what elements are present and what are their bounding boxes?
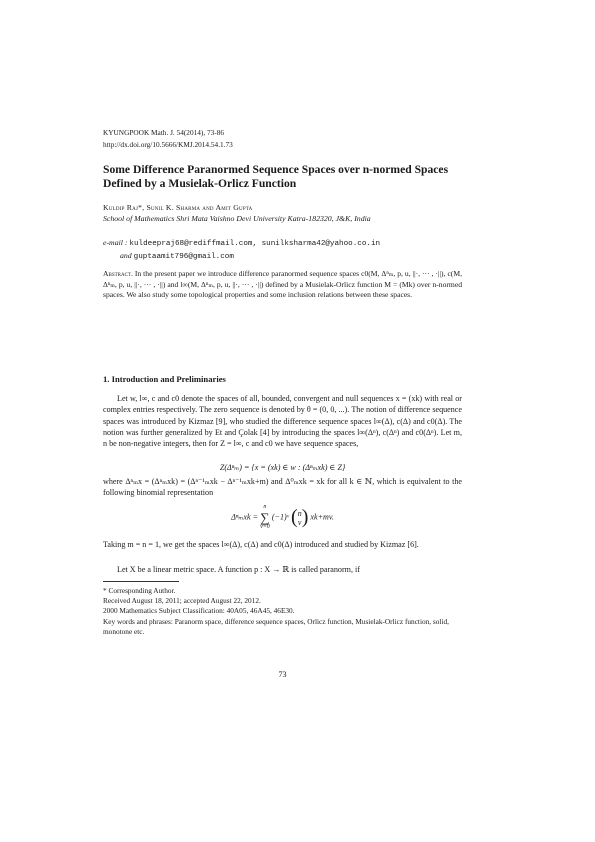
author-list: Kuldip Raj*, Sunil K. Sharma and Amit Gupta bbox=[103, 203, 253, 212]
doi-link[interactable]: http://dx.doi.org/10.5666/KMJ.2014.54.1.73 bbox=[103, 140, 233, 149]
intro-paragraph-2: where Δⁿₘx = (Δⁿₘxk) = (Δⁿ⁻¹ₘxk − Δⁿ⁻¹ₘxk+m) and Δ⁰ₘxk = xk for all k ∈ ℕ, which is equivalent to the following binomial representation bbox=[103, 477, 462, 498]
email-label: e-mail : bbox=[103, 238, 128, 247]
binom-top: n bbox=[297, 508, 302, 518]
email-line-2[interactable]: guptaamit796@gmail.com bbox=[133, 253, 234, 261]
sigma-icon: ∑ bbox=[260, 510, 270, 525]
journal-header bbox=[103, 127, 462, 151]
equation-2 bbox=[103, 504, 462, 531]
footnotes bbox=[103, 586, 462, 637]
email-block bbox=[103, 237, 462, 263]
journal-citation: KYUNGPOOK Math. J. 54(2014), 73-86 bbox=[103, 128, 225, 137]
footnote-received: Received August 18, 2011; accepted August 22, 2012. bbox=[103, 596, 261, 606]
sum-lower: v=0 bbox=[260, 524, 270, 530]
abstract-label: Abstract. bbox=[103, 269, 133, 278]
email-and: and bbox=[120, 251, 132, 260]
abstract-text: In the present paper we introduce difference paranormed sequence spaces c0(M, Δⁿₘ, p, u, ||·, ··· , ·||), c(M, Δⁿₘ, p, u, ||·, ··· , ·||) and l∞(M, Δⁿₘ, p, u, ||·, ··· , ·||) defined by a Musielak-Orlicz function M = (Mk) over n-normed spaces. We also study some topological properties and some inclusion relations between these spaces. bbox=[103, 269, 462, 300]
intro-paragraph-1-text: Let w, l∞, c and c0 denote the spaces of all, bounded, convergent and null sequences x = (xk) with real or complex entries respectively. The zero sequence is denoted by θ = (0, 0, ...). The notion of difference sequence spaces was introduced by Kizmaz [9], who studied the difference sequence spaces l∞(Δ), c(Δ) and c0(Δ). The notion was further generalized by Et and Çolak [4] by introducing the spaces l∞(Δⁿ), c(Δⁿ) and c0(Δⁿ). Let m, n be non-negative integers, then for Z = l∞, c and c0 we have sequence spaces, bbox=[103, 394, 462, 449]
equation-2-lhs: Δⁿₘxk = bbox=[231, 512, 259, 522]
paper-title: Some Difference Paranormed Sequence Spaces over n-normed Spaces Defined by a Musielak-Orlicz Function bbox=[103, 163, 449, 190]
affiliation: School of Mathematics Shri Mata Vaishno Devi University Katra-182320, J&K, India bbox=[103, 214, 371, 223]
email-line-1[interactable]: kuldeepraj68@rediffmail.com, sunilksharma42@yahoo.co.in bbox=[129, 240, 381, 248]
intro-paragraph-3: Taking m = n = 1, we get the spaces l∞(Δ), c(Δ) and c0(Δ) introduced and studied by Kizmaz [6]. bbox=[103, 540, 419, 549]
equation-2-tail: xk+mv. bbox=[310, 512, 334, 522]
sum-upper: n bbox=[263, 504, 267, 510]
intro-paragraph-1 bbox=[103, 393, 462, 449]
equation-1: Z(Δⁿₘ) = {x = (xk) ∈ w : (Δⁿₘxk) ∈ Z} bbox=[219, 463, 346, 472]
section-heading: 1. Introduction and Preliminaries bbox=[103, 374, 226, 384]
intro-paragraph-4 bbox=[103, 564, 462, 575]
footnote-msc: 2000 Mathematics Subject Classification: 40A05, 46A45, 46E30. bbox=[103, 606, 295, 616]
footnote-keywords: Key words and phrases: Paranorm space, difference sequence spaces, Orlicz function, Musielak-Orlicz function, solid, monotone etc. bbox=[103, 616, 449, 636]
footnote-rule bbox=[103, 581, 179, 582]
intro-paragraph-4-text: Let X be a linear metric space. A function p : X → ℝ is called paranorm, if bbox=[117, 565, 360, 574]
right-paren-icon: ) bbox=[301, 506, 309, 528]
binom-bottom: v bbox=[297, 517, 302, 527]
summation bbox=[260, 504, 270, 531]
left-paren-icon: ( bbox=[291, 506, 298, 528]
footnote-corresponding: * Corresponding Author. bbox=[103, 586, 176, 595]
page-number: 73 bbox=[278, 670, 287, 679]
equation-2-term: (−1)ᵛ bbox=[271, 512, 289, 522]
abstract bbox=[103, 269, 462, 301]
